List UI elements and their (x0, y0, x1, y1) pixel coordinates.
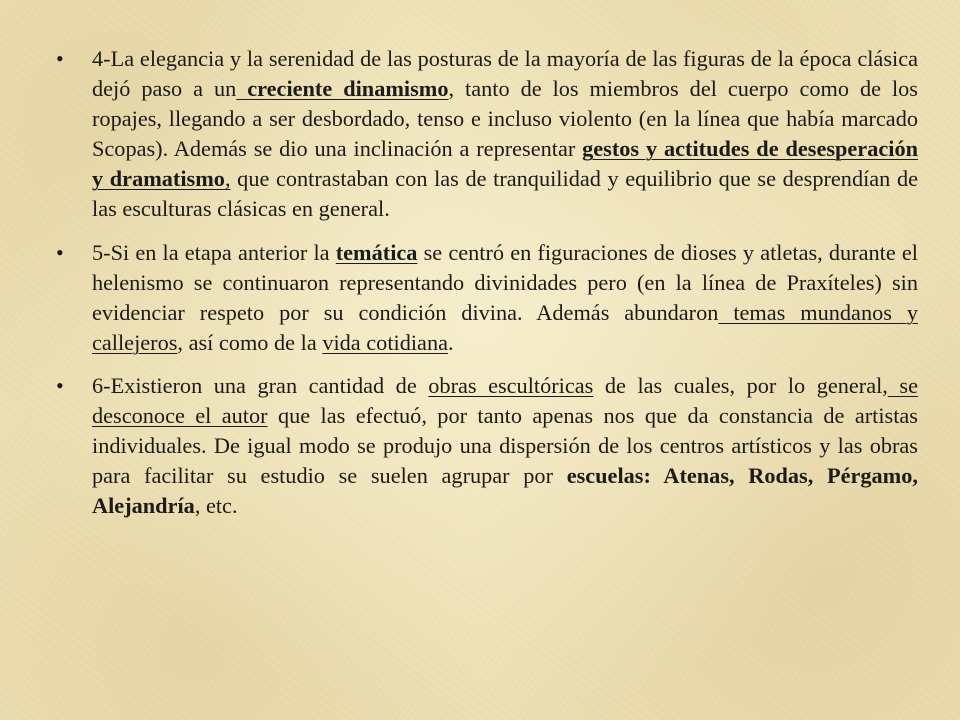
bullet-icon: • (56, 239, 64, 265)
bullet-item-6 (56, 371, 918, 521)
emphasis-desconoce-autor: se desconoce el autor (92, 372, 918, 429)
slide-content (56, 44, 918, 684)
emphasis-gestos-actitudes: gestos y actitudes de desesperación y dramatismo (92, 136, 918, 192)
text-segment: , tanto de los miembros del cuerpo como de los ropajes, llegando a ser desbordado, tenso e incluso violento (en la línea que había marcado Scopas). Además se dio una inclinación a representar (92, 76, 918, 162)
emphasis-creciente-dinamismo: creciente dinamismo (236, 76, 449, 102)
text-segment: , etc. (194, 493, 238, 519)
bullet-icon: • (56, 46, 64, 71)
bullet-item-5 (56, 238, 918, 358)
text-segment: . (448, 329, 454, 355)
emphasis-obras-escultoricas: obras escultóricas (428, 372, 594, 398)
text-segment: 6-Existieron una gran cantidad de (92, 372, 429, 398)
emphasis-escuelas: escuelas: Atenas, Rodas, Pérgamo, Alejandría (92, 463, 918, 519)
emphasis-tematica: temática (335, 239, 418, 265)
text-segment: de las cuales, por lo general, (593, 372, 888, 398)
bullet-item-4 (56, 44, 918, 225)
text-segment: que contrastaban con las de tranquilidad y equilibrio que se desprendían de las esculturas clásicas en general. (92, 166, 918, 222)
text-segment: , así como de la (177, 329, 323, 355)
text-segment: que las efectuó, por tanto apenas nos que da constancia de artistas individuales. De igual modo se produjo una dispersión de los centros artísticos y las obras para facilitar su estudio se suelen agrupar por (92, 403, 918, 489)
text-segment: se centró en figuraciones de dioses y atletas, durante el helenismo se continuaron representando divinidades pero (en la línea de Praxíteles) sin evidenciar respeto por su condición divina. Además abundaron (92, 239, 918, 325)
bullet-icon: • (56, 372, 64, 398)
text-segment: 5-Si en la etapa anterior la (92, 239, 336, 265)
text-segment: 4-La elegancia y la serenidad de las posturas de la mayoría de las figuras de la época clásica dejó paso a un (92, 46, 918, 102)
emphasis-temas-mundanos: temas mundanos y callejeros (92, 299, 918, 355)
text-segment-comma: , (224, 166, 231, 192)
emphasis-vida-cotidiana: vida cotidiana (322, 329, 448, 355)
